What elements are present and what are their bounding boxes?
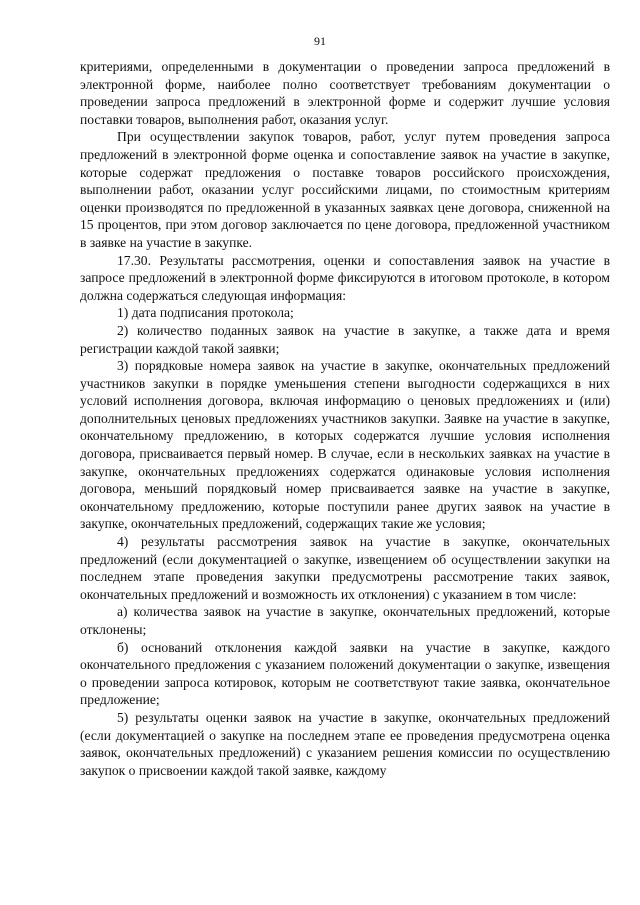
list-item-4a: а) количества заявок на участие в закупке, окончательных предложений, которые отклонены;: [80, 604, 610, 637]
list-item-4b: б) оснований отклонения каждой заявки на участие в закупке, каждого окончательного предложения с указанием положений документации о закупке, извещения о проведении запроса котировок, которым не соответствуют такие заявка, окончательное предложение;: [80, 639, 610, 708]
body-text: [80, 58, 610, 779]
list-item-2: 2) количество поданных заявок на участие в закупке, а также дата и время регистрации каждой такой заявки;: [80, 322, 610, 356]
paragraph-russian-origin-pricing: При осуществлении закупок товаров, работ, услуг путем проведения запроса предложений в электронной форме оценка и сопоставление заявок на участие в закупке, которые содержат предложения о поставке товаров российского происхождения, выполнении работ, оказании услуг российскими лицами, по стоимостным критериям оценки производятся по предложенной в указанных заявках цене договора, сниженной на 15 процентов, при этом договор заключается по цене договора, предложенной участником в заявке на участие в закупке.: [80, 129, 610, 250]
list-item-3: 3) порядковые номера заявок на участие в закупке, окончательных предложений участников закупки в порядке уменьшения степени выгодности содержащихся в них условий исполнения договора, включая информацию о ценовых предложениях и (или) дополнительных ценовых предложениях участников закупки. Заявке на участие в закупке, окончательному предложению, в которых содержатся лучшие условия исполнения договора, присваивается первый номер. В случае, если в нескольких заявках на участие в закупке, окончательных предложениях содержатся одинаковые условия исполнения договора, меньший порядковый номер присваивается заявке на участие в закупке, окончательному предложению, которые поступили ранее других заявок на участие в закупке, окончательных предложений, содержащих такие же условия;: [80, 358, 610, 532]
list-item-5: 5) результаты оценки заявок на участие в закупке, окончательных предложений (если документацией о закупке на последнем этапе ее проведения предусмотрена оценка заявок, окончательных предложений) с указанием решения комиссии по осуществлению закупок о присвоении каждой такой заявке, каждому: [80, 709, 610, 778]
list-item-1: 1) дата подписания протокола;: [117, 305, 294, 321]
paragraph-criteria-continuation: критериями, определенными в документации о проведении запроса предложений в электронной форме, наиболее полно соответствует требованиям документации о проведении запроса предложений в электронной форме и содержит лучшие условия поставки товаров, выполнения работ, оказания услуг.: [80, 59, 610, 127]
page-number: 91: [314, 34, 326, 48]
paragraph-17-30: 17.30. Результаты рассмотрения, оценки и сопоставления заявок на участие в запросе предложений в электронной форме фиксируются в итоговом протоколе, в котором должна содержаться следующая информация:: [80, 252, 610, 303]
list-item-4: 4) результаты рассмотрения заявок на участие в закупке, окончательных предложений (если документацией о закупке, извещением об осуществлении закупки на последнем этапе проведения закупки предусмотрены рассмотрение таких заявок, окончательных предложений и возможность их отклонения) с указанием в том числе:: [80, 534, 610, 602]
